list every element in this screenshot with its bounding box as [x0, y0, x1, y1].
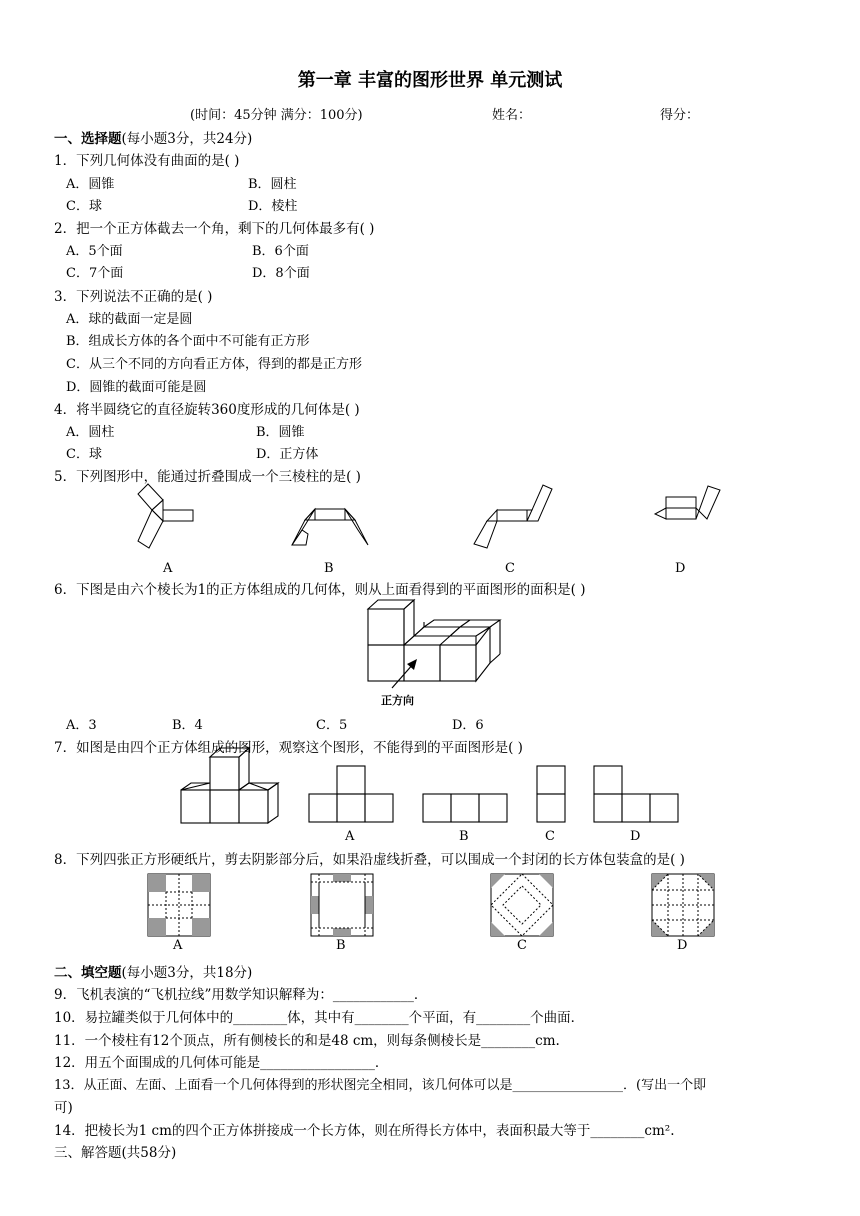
- section-choice-rule: (每小题3分，共24分): [121, 131, 253, 147]
- question-2-option-a: A．5个面: [66, 244, 123, 259]
- question-2-option-d: D．8个面: [252, 266, 310, 281]
- question-8-label-d: D: [677, 938, 688, 953]
- section-fill-title: 二、填空题: [54, 965, 122, 981]
- question-2-option-b: B．6个面: [252, 244, 309, 259]
- question-1-option-b: B．圆柱: [248, 177, 297, 192]
- section-fill-heading: [54, 961, 252, 981]
- question-1-option-a: A．圆锥: [66, 177, 115, 192]
- question-12: 12．用五个面围成的几何体可能是_________________．: [54, 1055, 389, 1071]
- question-6-option-a: A．3: [66, 718, 97, 733]
- question-7-stem: 7．如图是由四个正方体组成的图形，观察这个图形，不能得到的平面图形是( ): [54, 740, 523, 756]
- question-2-stem: 2．把一个正方体截去一个角，剩下的几何体最多有( ): [54, 221, 375, 237]
- question-4-option-c: C．球: [66, 447, 102, 462]
- exam-info-score: 得分：: [660, 108, 700, 123]
- question-6-option-d: D．6: [452, 718, 484, 733]
- question-7-label-b: B: [459, 829, 469, 844]
- question-4-option-a: A．圆柱: [66, 425, 115, 440]
- question-8-label-c: C: [517, 938, 527, 953]
- question-8-stem: 8．下列四张正方形硬纸片，剪去阴影部分后，如果沿虚线折叠，可以围成一个封闭的长方体包装盒的是( ): [54, 852, 685, 868]
- question-13-line-1: 13．从正面、左面、上面看一个几何体得到的形状图完全相同，该几何体可以是_________________．(写出一个即: [54, 1078, 707, 1093]
- question-5-stem: 5．下列图形中，能通过折叠围成一个三棱柱的是( ): [54, 469, 361, 485]
- question-7-label-a: A: [345, 829, 355, 844]
- question-10: 10．易拉罐类似于几何体中的________体，其中有________个平面，有________个曲面．: [54, 1010, 585, 1026]
- question-5-label-b: B: [324, 561, 334, 576]
- question-9: 9．飞机表演的“飞机拉线”用数学知识解释为：____________．: [54, 987, 428, 1003]
- exam-info-time: (时间：45分钟 满分：100分): [190, 108, 363, 123]
- question-5-label-d: D: [675, 561, 686, 576]
- question-2-option-c: C．7个面: [66, 266, 124, 281]
- card-d-figure: [652, 874, 714, 936]
- question-6-option-c: C．5: [316, 718, 348, 733]
- question-6-option-b: B．4: [172, 718, 203, 733]
- question-4-option-b: B．圆锥: [256, 425, 305, 440]
- page-title: 第一章 丰富的图形世界 单元测试: [297, 70, 563, 91]
- card-b-figure: [311, 874, 373, 936]
- question-3-option-c: C．从三个不同的方向看正方体，得到的都是正方形: [66, 357, 362, 372]
- question-1-option-c: C．球: [66, 199, 102, 214]
- question-14: 14．把棱长为1 cm的四个正方体拼接成一个长方体，则在所得长方体中，表面积最大等于________cm².: [54, 1123, 675, 1139]
- question-5-label-a: A: [163, 561, 173, 576]
- question-8-label-a: A: [173, 938, 183, 953]
- question-1-option-d: D．棱柱: [248, 199, 298, 214]
- question-1-stem: 1．下列几何体没有曲面的是( ): [54, 153, 240, 169]
- question-5-label-c: C: [505, 561, 515, 576]
- question-3-option-a: A．球的截面一定是圆: [66, 312, 193, 327]
- question-7-label-c: C: [545, 829, 555, 844]
- question-3-option-b: B．组成长方体的各个面中不可能有正方形: [66, 334, 310, 349]
- question-4-option-d: D．正方体: [256, 447, 319, 462]
- question-3-stem: 3．下列说法不正确的是( ): [54, 289, 213, 305]
- question-3-option-d: D．圆锥的截面可能是圆: [66, 380, 207, 395]
- question-4-stem: 4．将半圆绕它的直径旋转360度形成的几何体是( ): [54, 402, 360, 418]
- card-a-figure: [148, 874, 210, 936]
- section-choice-title: 一、选择题: [54, 131, 122, 147]
- exam-info-name: 姓名：: [492, 108, 532, 123]
- question-11: 11．一个棱柱有12个顶点，所有侧棱长的和是48 cm，则每条侧棱长是________cm.: [54, 1033, 560, 1049]
- question-6-stem: 6．下图是由六个棱长为1的正方体组成的几何体，则从上面看得到的平面图形的面积是( ): [54, 582, 586, 598]
- question-8-label-b: B: [336, 938, 346, 953]
- question-13-line-2: 可): [54, 1100, 73, 1116]
- card-c-figure: [491, 874, 553, 936]
- question-7-label-d: D: [630, 829, 641, 844]
- section-answer-heading: 三、解答题(共58分): [54, 1145, 177, 1161]
- section-fill-rule: (每小题3分，共18分): [121, 965, 253, 981]
- question-6-arrow-label: 正方向: [381, 694, 414, 707]
